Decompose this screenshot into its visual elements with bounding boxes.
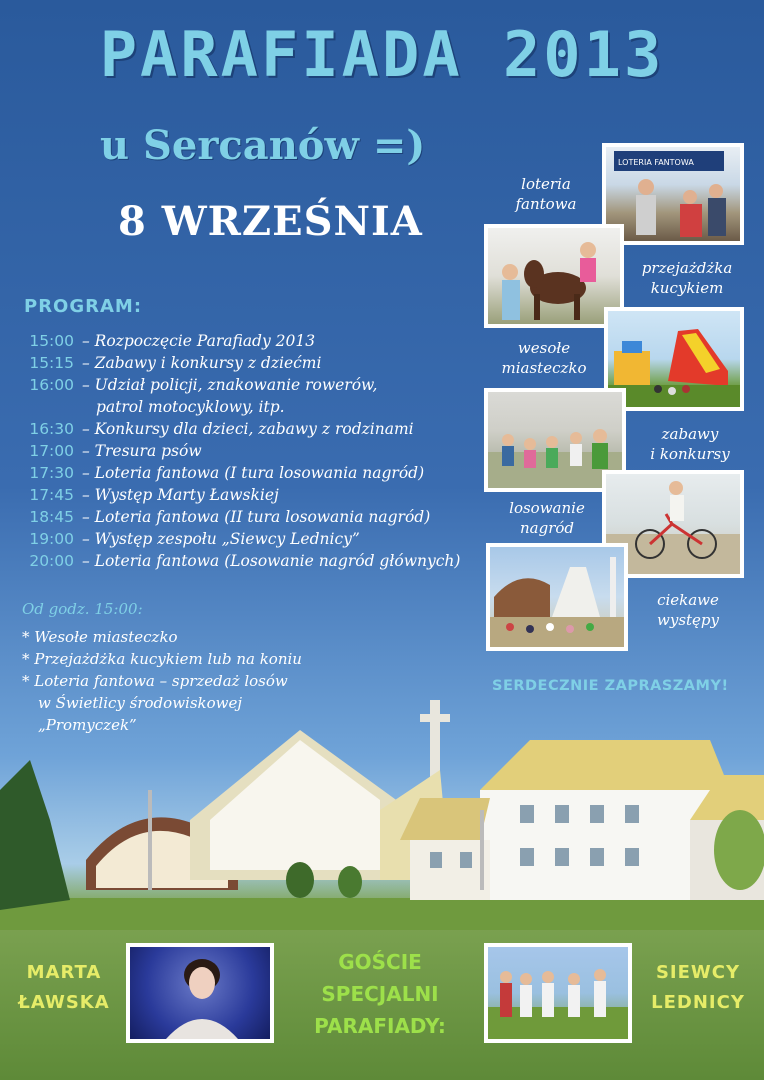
caption-loteria xyxy=(498,174,594,214)
program-desc: – Loteria fantowa (Losowanie nagród głównych) xyxy=(82,552,461,570)
program-row xyxy=(18,550,488,572)
house-roof xyxy=(480,740,730,790)
lawn xyxy=(0,898,764,930)
program-desc: – Udział policji, znakowanie rowerów, xyxy=(82,376,378,394)
program-row xyxy=(18,506,488,528)
program-row xyxy=(18,396,488,418)
caption-line: miasteczko xyxy=(501,359,587,377)
caption-line: loteria xyxy=(521,175,571,193)
caption-przejazdzka xyxy=(632,258,742,298)
program-time: 17:00 xyxy=(29,442,74,460)
program-time: 17:45 xyxy=(29,486,74,504)
guest-name-line: ŁAWSKA xyxy=(18,992,110,1013)
program-desc: – Konkursy dla dzieci, zabawy z rodzinami xyxy=(82,420,414,438)
loteria-sign-text: LOTERIA FANTOWA xyxy=(618,158,694,167)
caption-line: przejażdżka xyxy=(641,259,733,277)
photo-fairground-scene xyxy=(608,311,740,407)
program-time: 16:30 xyxy=(29,420,74,438)
list-item: * Wesołe miasteczko xyxy=(22,626,302,648)
program-row xyxy=(18,418,488,440)
program-desc: – Zabawy i konkursy z dziećmi xyxy=(82,354,322,372)
program-row xyxy=(18,528,488,550)
caption-line: nagród xyxy=(519,519,574,537)
photo-siewcy-group xyxy=(488,947,628,1039)
poster-title: PARAFIADA 2013 xyxy=(99,18,665,91)
program-time: 17:30 xyxy=(29,464,74,482)
heading-line: GOŚCIE xyxy=(338,950,422,974)
list-item: „Promyczek” xyxy=(38,716,137,734)
caption-line: ciekawe xyxy=(657,591,719,609)
program-desc: – Występ Marty Ławskiej xyxy=(82,486,279,504)
caption-wesole xyxy=(494,338,594,378)
list-item: * Przejażdżka kucykiem lub na koniu xyxy=(22,648,302,670)
guest-name-line: LEDNICY xyxy=(651,992,745,1013)
program-time: 16:00 xyxy=(29,376,74,394)
program-desc: – Loteria fantowa (II tura losowania nagród) xyxy=(82,508,431,526)
program-row xyxy=(18,440,488,462)
program-time xyxy=(18,396,74,418)
program-heading: PROGRAM: xyxy=(24,296,143,317)
poster-subtitle: u Sercanów =) xyxy=(100,122,426,169)
program-row xyxy=(18,484,488,506)
guest-siewcy-label xyxy=(640,958,756,1018)
from-hour-label: Od godz. 15:00: xyxy=(22,600,143,618)
guest-marta-label xyxy=(8,958,120,1018)
list-item: w Świetlicy środowiskowej xyxy=(38,694,243,712)
program-desc: – Tresura psów xyxy=(82,442,202,460)
photo-stage-scene xyxy=(490,547,624,647)
photo-siewcy xyxy=(484,943,632,1043)
program-time: 20:00 xyxy=(29,552,74,570)
special-guests-heading xyxy=(300,946,460,1042)
program-desc: patrol motocyklowy, itp. xyxy=(96,398,285,416)
program-desc: – Loteria fantowa (I tura losowania nagród) xyxy=(82,464,425,482)
program-row xyxy=(18,330,488,352)
program-time: 19:00 xyxy=(29,530,74,548)
program-desc: – Rozpoczęcie Parafiady 2013 xyxy=(82,332,316,350)
program-row xyxy=(18,462,488,484)
program-time: 18:45 xyxy=(29,508,74,526)
caption-line: i konkursy xyxy=(650,445,730,463)
caption-line: zabawy xyxy=(661,425,719,443)
photo-marta-portrait xyxy=(130,947,270,1039)
heading-line: SPECJALNI xyxy=(321,982,439,1006)
caption-line: wesołe xyxy=(517,339,571,357)
photo-pony-scene xyxy=(488,228,620,324)
caption-line: występy xyxy=(657,611,719,629)
photo-marta xyxy=(126,943,274,1043)
program-desc: – Występ zespołu „Siewcy Lednicy” xyxy=(82,530,360,548)
program-time: 15:00 xyxy=(29,332,74,350)
invite-text: SERDECZNIE ZAPRASZAMY! xyxy=(492,678,729,694)
church-scene xyxy=(0,670,764,930)
guest-name-line: MARTA xyxy=(26,962,102,983)
program-time: 15:15 xyxy=(29,354,74,372)
caption-ciekawe xyxy=(636,590,740,630)
guest-name-line: SIEWCY xyxy=(655,962,741,983)
event-date: 8 WRZEŚNIA xyxy=(118,198,423,245)
tree-left xyxy=(0,760,70,910)
caption-losowanie xyxy=(500,498,594,538)
list-item: * Loteria fantowa – sprzedaż losów xyxy=(22,670,302,692)
photo-pony xyxy=(484,224,624,328)
program-row xyxy=(18,352,488,374)
caption-line: fantowa xyxy=(515,195,577,213)
caption-line: losowanie xyxy=(509,499,585,517)
program-row xyxy=(18,374,488,396)
caption-zabawy xyxy=(638,424,742,464)
photo-stage xyxy=(486,543,628,651)
caption-line: kucykiem xyxy=(650,279,724,297)
heading-line: PARAFIADY: xyxy=(314,1014,446,1038)
photo-loteria-scene xyxy=(606,147,740,241)
program-list xyxy=(18,330,488,572)
